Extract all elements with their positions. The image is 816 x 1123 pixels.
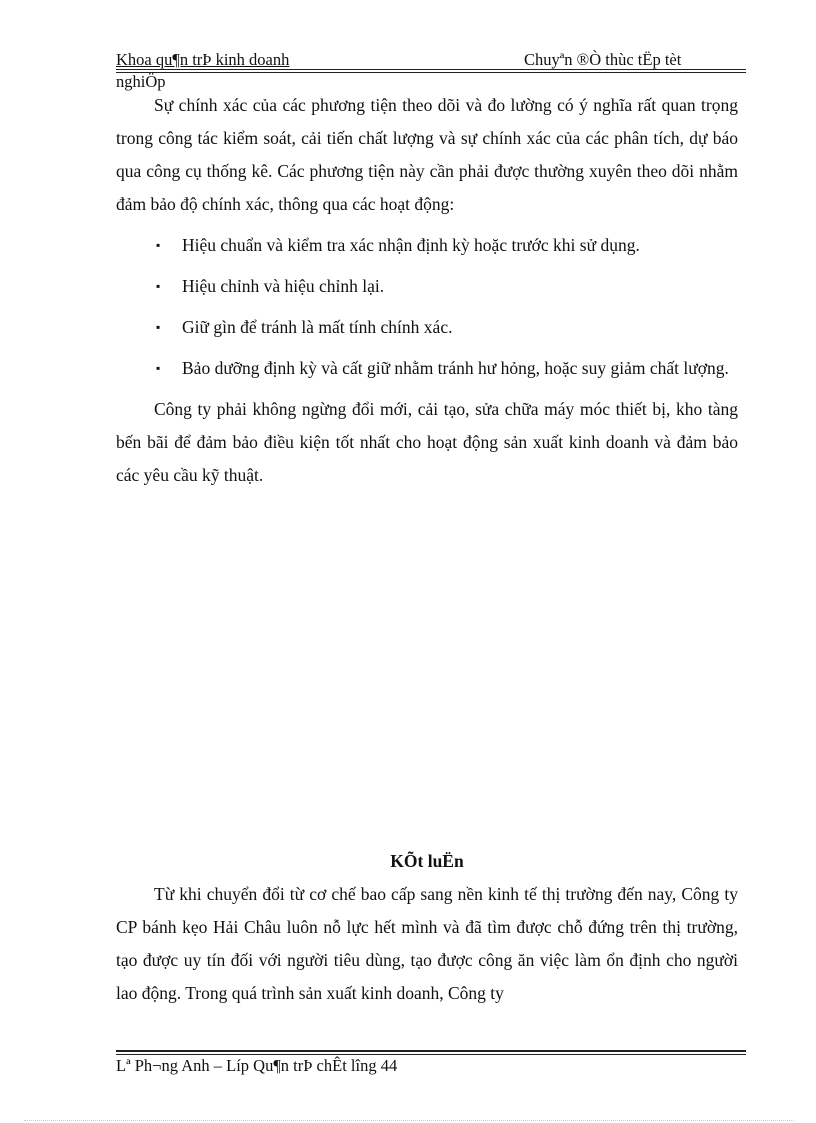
conclusion-section	[116, 845, 738, 1010]
list-item-text: Hiệu chuẩn và kiểm tra xác nhận định kỳ hoặc trước khi sử dụng.	[182, 235, 640, 255]
page-edge-divider	[24, 1120, 794, 1121]
closing-paragraph: Công ty phải không ngừng đổi mới, cải tạo, sửa chữa máy móc thiết bị, kho tàng bến bãi để đảm bảo điều kiện tốt nhất cho hoạt động sản xuất kinh doanh và đảm bảo các yêu cầu kỹ thuật.	[116, 399, 738, 485]
body-content	[116, 89, 738, 492]
list-item	[116, 311, 738, 344]
square-bullet-icon: ▪	[156, 320, 161, 334]
list-item-text: Giữ gìn để tránh là mất tính chính xác.	[182, 317, 453, 337]
square-bullet-icon: ▪	[156, 279, 161, 293]
list-item-text: Bảo dưỡng định kỳ và cất giữ nhằm tránh hư hỏng, hoặc suy giảm chất lượng.	[182, 358, 729, 378]
footer-rule-double	[116, 1054, 746, 1055]
activity-list	[116, 229, 738, 385]
header-rule-double	[116, 72, 746, 73]
list-item	[116, 352, 738, 385]
header-rule	[116, 69, 746, 70]
section-title: KÕt luËn	[390, 851, 464, 871]
footer-author: Lª Ph¬ng Anh – Líp Qu¶n trÞ chÊt lîng 44	[116, 1056, 398, 1075]
square-bullet-icon: ▪	[156, 238, 161, 252]
list-item	[116, 229, 738, 262]
intro-paragraph: Sự chính xác của các phương tiện theo dõi và đo lường có ý nghĩa rất quan trọng trong công tác kiểm soát, cải tiến chất lượng và sự chính xác của các phân tích, dự báo qua công cụ thống kê. Các phương tiện này cần phải được thường xuyên theo dõi nhằm đảm bảo độ chính xác, thông qua các hoạt động:	[116, 95, 738, 214]
page-footer	[116, 1050, 746, 1080]
header-report-title-continued: nghiÖp	[116, 72, 166, 91]
square-bullet-icon: ▪	[156, 361, 161, 375]
conclusion-paragraph: Từ khi chuyển đổi từ cơ chế bao cấp sang nền kinh tế thị trường đến nay, Công ty CP bánh kẹo Hải Châu luôn nỗ lực hết mình và đã tìm được chỗ đứng trên thị trường, tạo được uy tín đối với người tiêu dùng, tạo được công ăn việc làm ổn định cho người lao động. Trong quá trình sản xuất kinh doanh, Công ty	[116, 884, 738, 1003]
page-header	[116, 50, 746, 90]
list-item	[116, 270, 738, 303]
header-report-title: Chuyªn ®Ò thùc tËp tèt	[524, 50, 682, 69]
footer-rule	[116, 1050, 746, 1052]
list-item-text: Hiệu chỉnh và hiệu chỉnh lại.	[182, 276, 385, 296]
header-department: Khoa qu¶n trÞ kinh doanh	[116, 50, 290, 69]
